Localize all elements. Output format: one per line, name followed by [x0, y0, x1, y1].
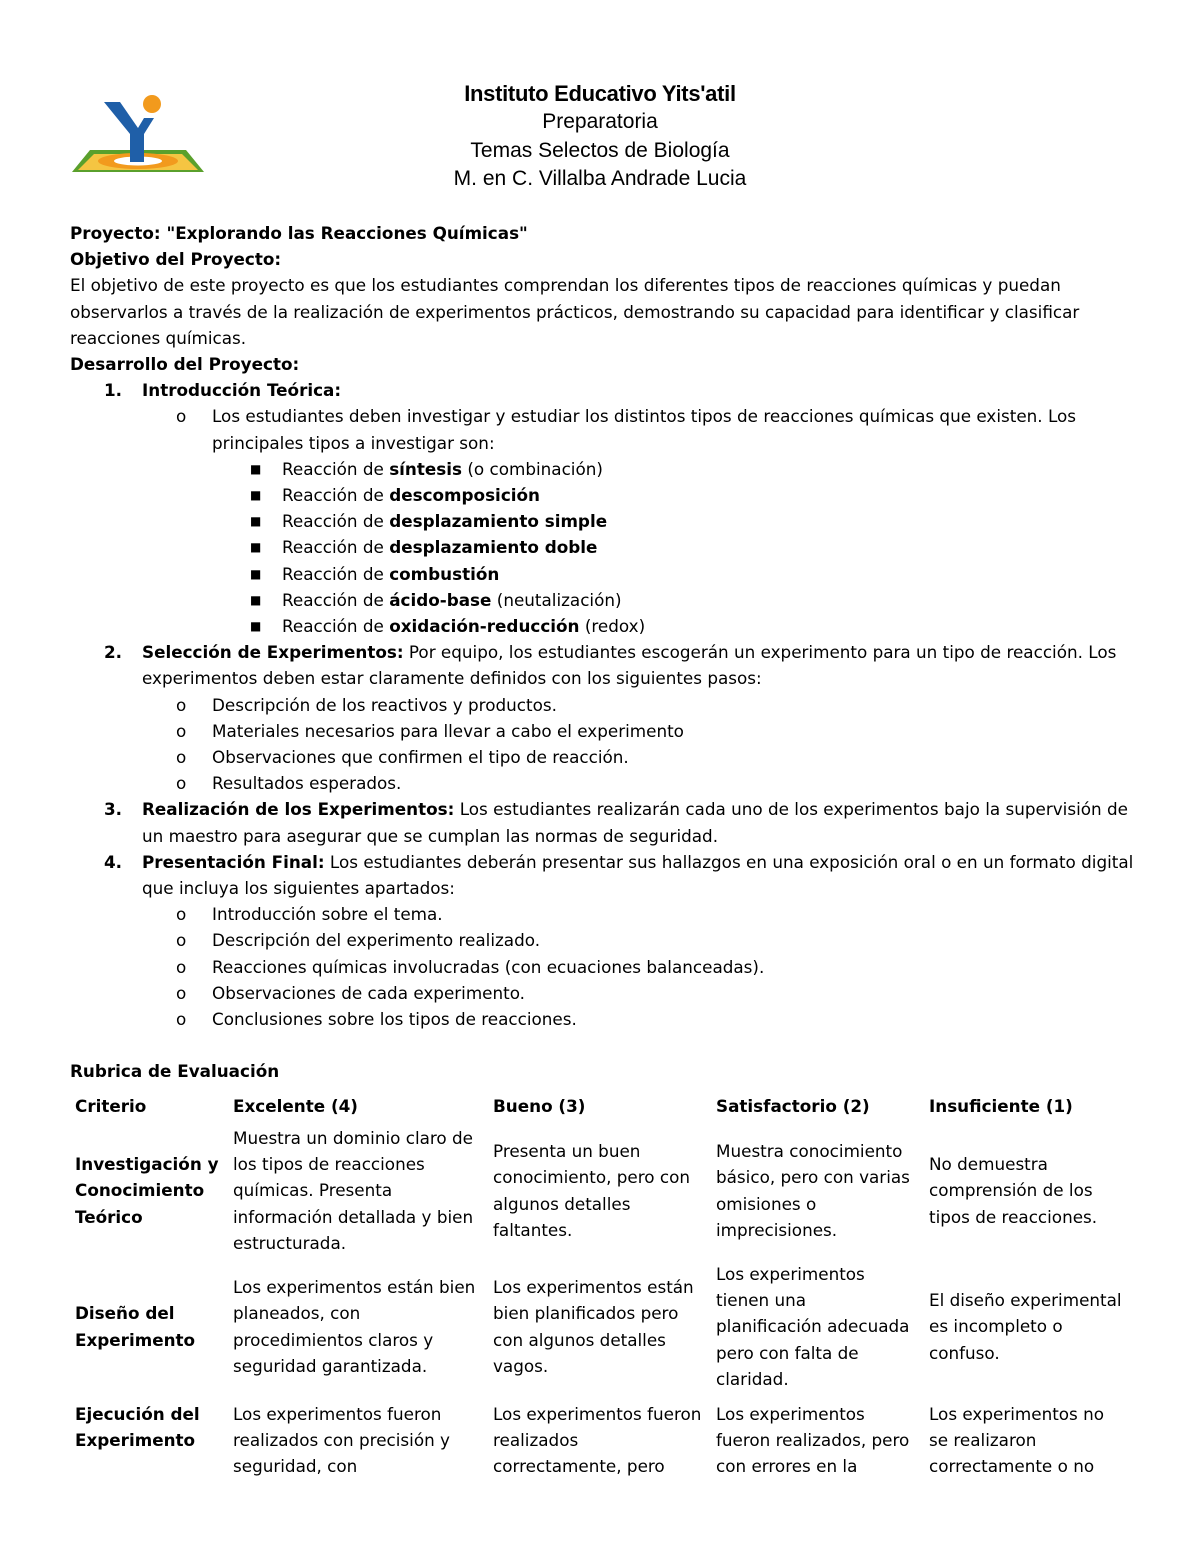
list-item: o Descripción de los reactivos y productos.	[176, 694, 557, 715]
table-cell: No demuestra comprensión de los tipos de reacciones.	[929, 1154, 1098, 1227]
rubric-title: Rubrica de Evaluación	[70, 1061, 280, 1082]
list-item: o Introducción sobre el tema.	[176, 904, 443, 925]
step-title: Introducción Teórica:	[142, 380, 342, 401]
step-4: 4. Presentación Final: Los estudiantes deberán presentar sus hallazgos en una exposición oral o en un formato digital que incluya los siguientes apartados:	[104, 851, 1134, 899]
list-item: o Reacciones químicas involucradas (con ecuaciones balanceadas).	[176, 956, 765, 977]
table-cell: Presenta un buen conocimiento, pero con algunos detalles faltantes.	[493, 1141, 691, 1240]
table-cell: Los experimentos tienen una planificación adecuada pero con falta de claridad.	[716, 1263, 910, 1389]
project-title: Proyecto: "Explorando las Reacciones Químicas"	[70, 223, 528, 243]
teacher-name: M. en C. Villalba Andrade Lucia	[453, 167, 747, 190]
step-title: Presentación Final:	[142, 851, 325, 872]
list-item: o Observaciones de cada experimento.	[176, 982, 526, 1003]
list-item: o Observaciones que confirmen el tipo de reacción.	[176, 747, 629, 768]
step-text: Por equipo, los estudiantes escogerán un experimento para un tipo de reacción. Los experimentos deben estar claramente definidos con los siguientes pasos:	[142, 642, 1117, 689]
reaction-type-item: ■ Reacción de ácido-base (neutalización)	[250, 589, 622, 610]
table-header-row	[69, 1089, 1131, 1125]
step-1	[70, 377, 1140, 403]
list-item: o Descripción del experimento realizado.	[176, 930, 541, 951]
objective-text: El objetivo de este proyecto es que los estudiantes comprendan los diferentes tipos de reacciones químicas y puedan observarlos a través de la realización de experimentos prácticos, demostrando su capacidad para identificar y clasificar reacciones químicas.	[70, 275, 1080, 348]
table-row	[69, 1257, 1131, 1397]
reaction-type-item: ■ Reacción de descomposición	[250, 485, 540, 506]
step-text: Los estudiantes realizarán cada uno de los experimentos bajo la supervisión de un maestro para asegurar que se cumplan las normas de seguridad.	[142, 799, 1128, 846]
document-header	[0, 80, 1200, 194]
criterion-cell: Ejecución del Experimento	[75, 1403, 200, 1450]
step-title: Selección de Experimentos:	[142, 642, 404, 663]
reaction-type-item: ■ Reacción de combustión	[250, 563, 500, 584]
column-header: Criterio	[75, 1096, 147, 1117]
step-text: Los estudiantes deberán presentar sus hallazgos en una exposición oral o en un formato digital que incluya los siguientes apartados:	[142, 851, 1134, 899]
column-header: Satisfactorio (2)	[716, 1096, 870, 1117]
table-cell: Los experimentos no se realizaron correctamente o no	[929, 1403, 1105, 1476]
column-header: Bueno (3)	[493, 1096, 586, 1117]
step-2: 2. Selección de Experimentos: Por equipo, los estudiantes escogerán un experimento para un tipo de reacción. Los experimentos deben estar claramente definidos con los siguientes pasos:	[104, 642, 1117, 689]
criterion-cell: Diseño del Experimento	[75, 1303, 196, 1350]
school-name: Instituto Educativo Yits'atil	[464, 81, 736, 106]
step-number: 1.	[104, 380, 123, 401]
school-level: Preparatoria	[542, 110, 658, 133]
table-row	[69, 1125, 1131, 1257]
column-header: Insuficiente (1)	[929, 1096, 1073, 1117]
reaction-type-item: ■ Reacción de desplazamiento doble	[250, 537, 598, 558]
column-header: Excelente (4)	[233, 1096, 358, 1117]
table-cell: Muestra conocimiento básico, pero con varias omisiones o imprecisiones.	[716, 1141, 910, 1240]
development-heading: Desarrollo del Proyecto:	[70, 354, 300, 375]
list-item: o Los estudiantes deben investigar y estudiar los distintos tipos de reacciones químicas que existen. Los principales tipos a investigar son:	[176, 406, 1077, 453]
rubric-table	[69, 1089, 1131, 1481]
reaction-type-item: ■ Reacción de oxidación-reducción (redox)	[250, 616, 646, 637]
criterion-cell: Investigación y Conocimiento Teórico	[75, 1154, 219, 1227]
list-item: o Conclusiones sobre los tipos de reacciones.	[176, 1009, 577, 1030]
table-cell: Los experimentos fueron realizados con precisión y seguridad, con	[233, 1403, 450, 1476]
table-row	[69, 1397, 1131, 1481]
table-cell: Los experimentos están bien planeados, con procedimientos claros y seguridad garantizada.	[233, 1277, 476, 1376]
table-cell: El diseño experimental es incompleto o confuso.	[929, 1290, 1122, 1363]
table-cell: Muestra un dominio claro de los tipos de reacciones químicas. Presenta información detallada y bien estructurada.	[233, 1127, 474, 1253]
table-cell: Los experimentos fueron realizados correctamente, pero	[493, 1403, 702, 1476]
step-title: Realización de los Experimentos:	[142, 799, 455, 820]
list-item: o Resultados esperados.	[176, 773, 402, 794]
subject-name: Temas Selectos de Biología	[470, 138, 730, 162]
reaction-type-item: ■ Reacción de síntesis (o combinación)	[250, 458, 603, 479]
step-3: 3. Realización de los Experimentos: Los estudiantes realizarán cada uno de los experimentos bajo la supervisión de un maestro para asegurar que se cumplan las normas de seguridad.	[104, 799, 1128, 846]
reaction-type-item: ■ Reacción de desplazamiento simple	[250, 511, 608, 532]
table-cell: Los experimentos fueron realizados, pero con errores en la	[716, 1403, 910, 1476]
table-cell: Los experimentos están bien planificados pero con algunos detalles vagos.	[493, 1277, 694, 1376]
list-item: o Materiales necesarios para llevar a cabo el experimento	[176, 720, 684, 741]
document-body	[70, 220, 1140, 1481]
objective-heading: Objetivo del Proyecto:	[70, 249, 282, 270]
